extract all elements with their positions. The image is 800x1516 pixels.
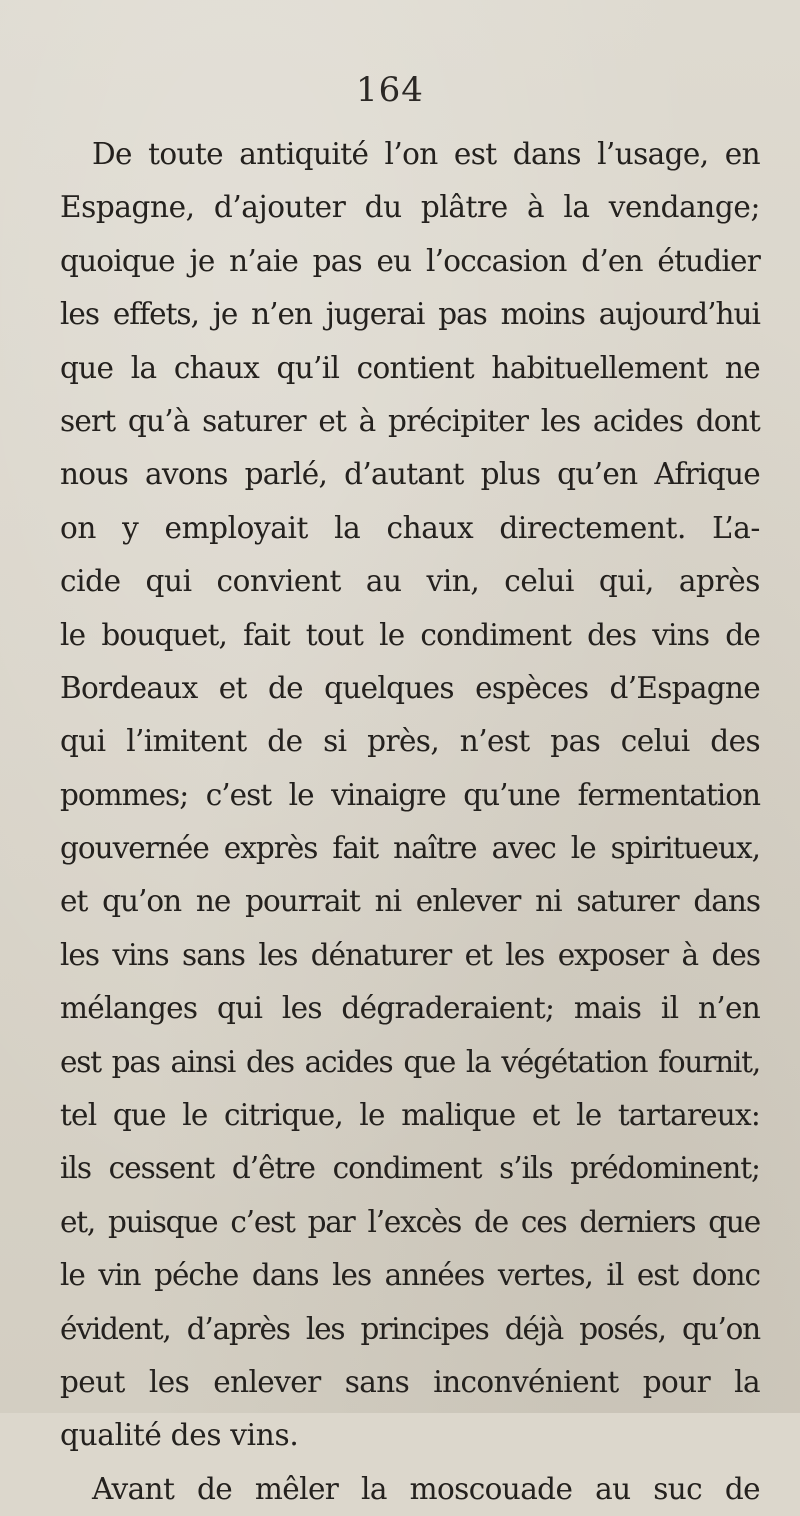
text-line: que la chaux qu’il contient habituellement ne	[60, 350, 760, 385]
text-line: qualité des vins.	[60, 1418, 299, 1453]
body-text	[60, 128, 760, 1516]
page-number: 164	[356, 70, 424, 110]
text-line: qui l’imitent de si près, n’est pas celui des	[60, 724, 760, 759]
text-line: mélanges qui les dégraderaient; mais il n’en	[60, 991, 760, 1026]
text-line: et qu’on ne pourrait ni enlever ni saturer dans	[60, 884, 760, 919]
text-line: le vin péche dans les années vertes, il est donc	[60, 1258, 760, 1293]
text-line: et, puisque c’est par l’excès de ces derniers que	[60, 1204, 760, 1239]
text-line: tel que le citrique, le malique et le tartareux:	[60, 1098, 760, 1133]
text-line: De toute antiquité l’on est dans l’usage, en	[92, 137, 760, 171]
text-line: quoique je n’aie pas eu l’occasion d’en étudier	[60, 243, 760, 278]
text-line: sert qu’à saturer et à précipiter les acides dont	[60, 403, 760, 438]
text-line: est pas ainsi des acides que la végétation fournit,	[60, 1044, 760, 1079]
text-line: Avant de mêler la moscouade au suc de	[92, 1471, 760, 1506]
text-line: le bouquet, fait tout le condiment des vins de	[60, 617, 760, 652]
text-line: évident, d’après les principes déjà posés, qu’on	[60, 1311, 760, 1346]
text-line: les vins sans les dénaturer et les exposer à des	[60, 937, 760, 972]
text-line: les effets, je n’en jugerai pas moins aujourd’hui	[60, 297, 760, 332]
text-line: Espagne, d’ajouter du plâtre à la vendange;	[60, 190, 760, 225]
text-line: peut les enlever sans inconvénient pour la	[60, 1364, 760, 1399]
text-line: gouvernée exprès fait naître avec le spiritueux,	[60, 831, 760, 866]
text-line: pommes; c’est le vinaigre qu’une fermentation	[60, 777, 760, 812]
text-line: nous avons parlé, d’autant plus qu’en Afrique	[60, 457, 760, 492]
text-line: ils cessent d’être condiment s’ils prédominent;	[60, 1151, 760, 1186]
text-line: cide qui convient au vin, celui qui, après	[60, 564, 760, 599]
text-line: Bordeaux et de quelques espèces d’Espagne	[60, 670, 760, 705]
text-line: on y employait la chaux directement. L’a-	[60, 510, 760, 545]
